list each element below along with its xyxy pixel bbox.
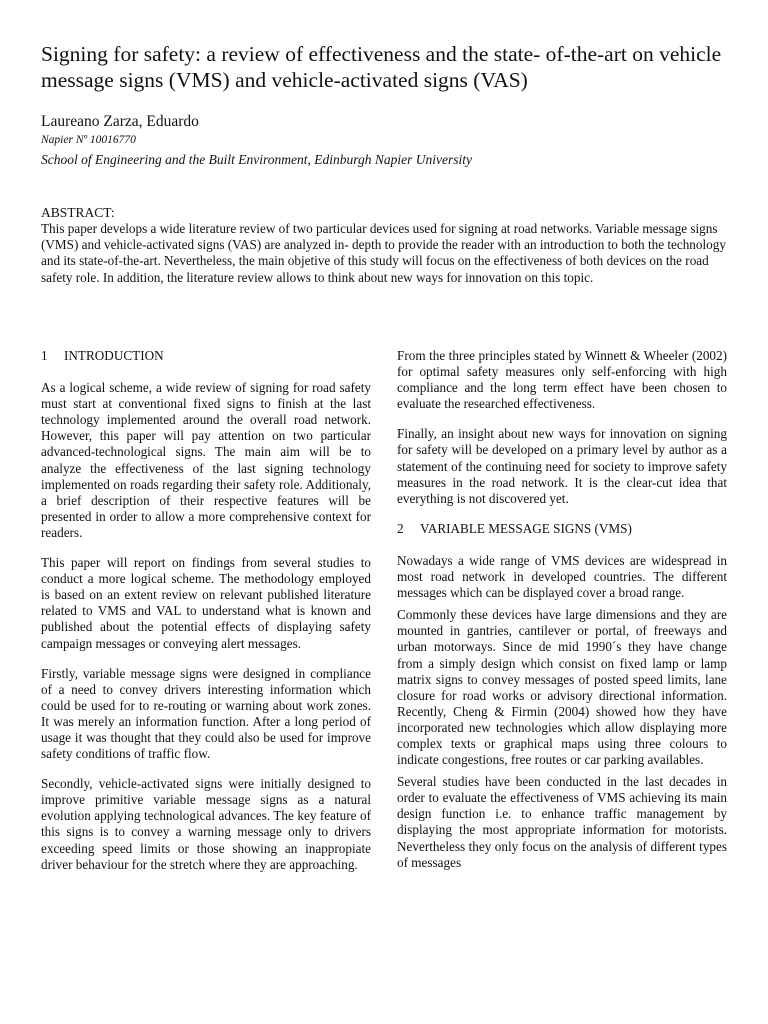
section-heading-introduction xyxy=(41,348,371,364)
paragraph: As a logical scheme, a wide review of signing for road safety must start at conventional fixed signs to finish at the last technology implemented around the overall road network. However, this paper will pay attention on two particular advanced-technological signs. The main aim will be to analyze the effectiveness of the last signing technology implemented on roads regarding their safety role. Additionaly, a brief description of their respective features will be presented in order to allow a more comprehensive context for readers. xyxy=(41,380,371,540)
author-name: Laureano Zarza, Eduardo xyxy=(41,113,199,130)
section-title: INTRODUCTION xyxy=(64,348,164,363)
affiliation: School of Engineering and the Built Environment, Edinburgh Napier University xyxy=(41,152,472,167)
paper-title: Signing for safety: a review of effectiveness and the state- of-the-art on vehicle message signs (VMS) and vehicle-activated signs (VAS) xyxy=(41,42,722,92)
paragraph: Firstly, variable message signs were designed in compliance of a need to convey drivers interesting information which could be used for to re-routing or warning about work zones. It was merely an information function. After a long period of usage it was thought that they could also be used for improve safety conditions of traffic flow. xyxy=(41,665,371,762)
student-number: Napier Nº 10016770 xyxy=(41,134,136,146)
paragraph: Several studies have been conducted in the last decades in order to evaluate the effectiveness of VMS achieving its main design function i.e. to enhance traffic management by displaying the most appropriate information for motorists. Nevertheless they only focus on the analysis of different types of messages xyxy=(397,774,727,870)
left-column xyxy=(41,348,371,887)
paragraph: Secondly, vehicle-activated signs were initially designed to improve primitive variable message signs as a natural evolution applying technological advances. The key feature of this signs is to convey a warning message only to drivers exceeding speed limits or those showing an inappropiate driver behaviour for the stretch where they are approaching. xyxy=(41,776,371,872)
section-heading-vms xyxy=(397,521,727,537)
right-column xyxy=(397,348,727,885)
paragraph: Finally, an insight about new ways for innovation on signing for safety will be developed on a primary level by author as a statement of the continuing need for society to improve safety measures in the road network. It is the clear-cut idea that everything is not discovered yet. xyxy=(397,426,727,506)
section-number: 2 xyxy=(397,520,404,536)
paragraph: Commonly these devices have large dimensions and they are mounted in gantries, cantilever or portal, of freeways and urban motorways. Since de mid 1990´s they have change from a simply design which consist on fixed lamp or lamp matrix signs to convey messages of posted speed limits, lane closure for road works or advisory directional information. Recently, Cheng & Firmin (2004) showed how they have incorporated new technologies which allow displaying more complex texts or graphical maps using three colours to indicate congestions, free routes or car parking availables. xyxy=(397,607,727,768)
paragraph: From the three principles stated by Winnett & Wheeler (2002) for optimal safety measures only self-enforcing with high compliance and the long term effect have been chosen to evaluate the researched effectiveness. xyxy=(397,348,727,412)
paragraph: This paper will report on findings from several studies to conduct a more logical scheme. The methodology employed is based on an extent review on relevant published literature related to VMS and VAL to understand what is known and published about the potential effects of displaying safety campaign messages or conveying alert messages. xyxy=(41,555,371,651)
section-title: VARIABLE MESSAGE SIGNS (VMS) xyxy=(420,520,632,536)
abstract-text: This paper develops a wide literature review of two particular devices used for signing at road networks. Variable message signs (VMS) and vehicle-activated signs (VAS) are analyzed in- depth to provide the reader with an introduction to both the technology and its state-of-the-art. Nevertheless, the main objetive of this study will focus on the effectiveness of both devices on the road safety role. In addition, the literature review allows to think about new ways for innovation on this topic. xyxy=(41,221,726,285)
paragraph: Nowadays a wide range of VMS devices are widespread in most road network in developed countries. The different messages which can be displayed cover a broad range. xyxy=(397,552,727,601)
section-number: 1 xyxy=(41,348,48,363)
abstract-heading: ABSTRACT: xyxy=(41,205,115,220)
